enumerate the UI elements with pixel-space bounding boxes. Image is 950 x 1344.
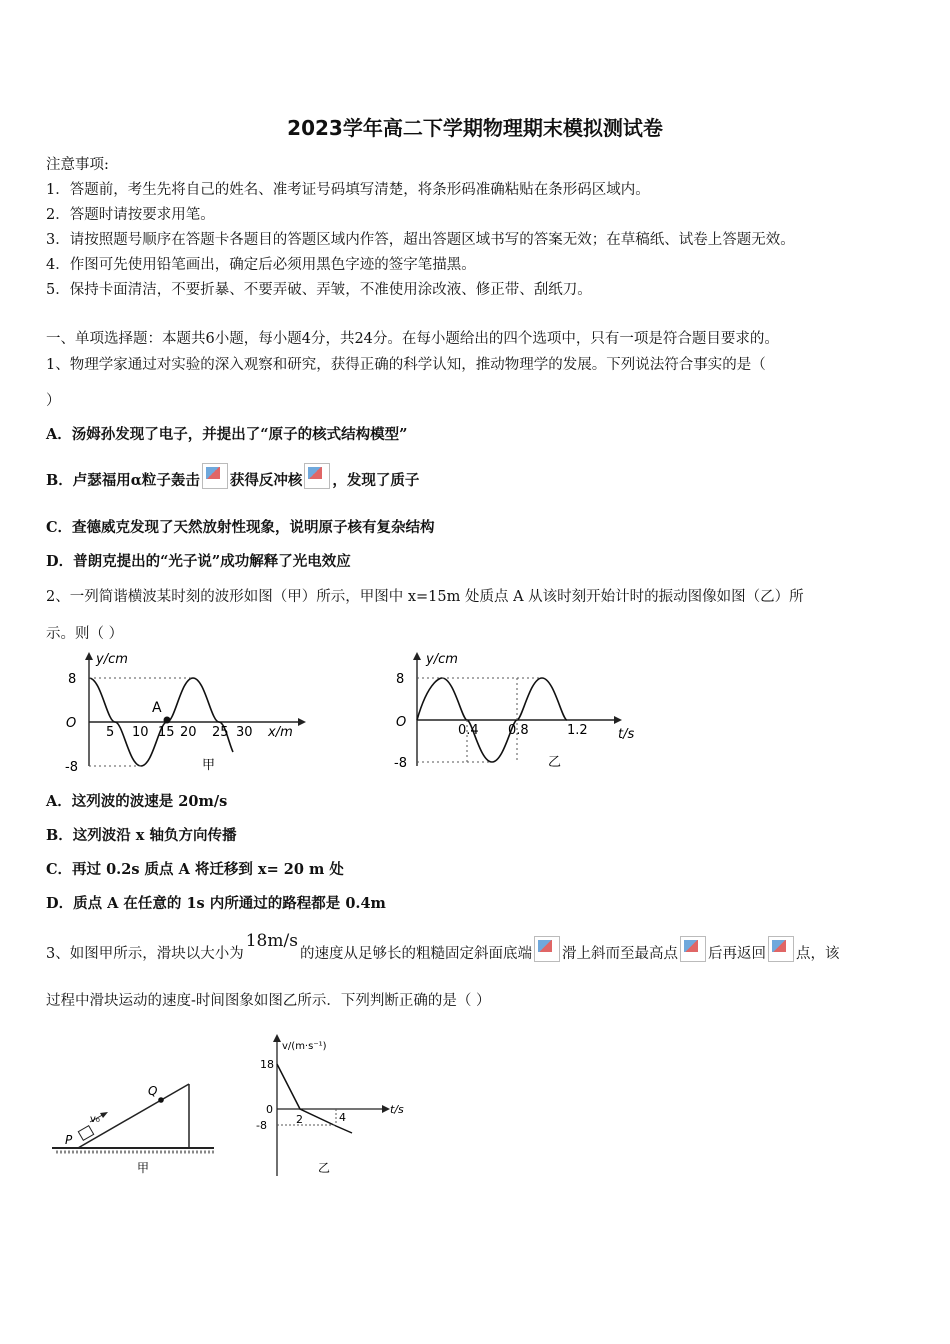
section-heading: 一、单项选择题：本题共6小题，每小题4分，共24分。在每小题给出的四个选项中，只有一项是符合题目要求的。 <box>46 331 779 347</box>
notice-item: 4．作图可先使用铅笔画出，确定后必须用黑色字迹的签字笔描黑。 <box>46 257 476 273</box>
broken-image-icon <box>680 936 706 962</box>
q3-stem-post: 点，该 <box>795 946 840 962</box>
incline-figure-jia <box>44 1062 224 1178</box>
x-tick: 20 <box>180 725 197 740</box>
point-q-label: Q <box>148 1084 158 1098</box>
point-a-marker <box>164 717 171 724</box>
notice-heading: 注意事项: <box>46 157 109 173</box>
t-tick: 2 <box>296 1113 303 1126</box>
broken-image-icon <box>534 936 560 962</box>
axis-x-label: t/s <box>390 1103 404 1116</box>
point-p-label: P <box>65 1133 73 1147</box>
axis-x-label: t/s <box>618 727 635 742</box>
q1-option-b-post: ，发现了质子 <box>332 472 420 489</box>
q3-stem-mid3: 后再返回 <box>707 946 766 962</box>
q1-option-c: C．查德威克发现了天然放射性现象，说明原子核有复杂结构 <box>46 519 435 536</box>
page-title: 2023学年高二下学期物理期末模拟测试卷 <box>287 116 663 140</box>
x-tick: 5 <box>106 725 115 740</box>
t-tick: 4 <box>339 1111 346 1124</box>
wave-figure-jia <box>62 648 322 773</box>
q3-stem-pre: 3、如图甲所示，滑块以大小为 <box>46 946 244 962</box>
tick-ymin: -8 <box>65 760 78 773</box>
tick-ymax: 18 <box>260 1058 274 1071</box>
wave-figure-yi <box>390 648 650 773</box>
tick-ymax: 8 <box>68 672 77 687</box>
q3-stem-mid2: 滑上斜而至最高点 <box>561 946 678 962</box>
axis-x-label: x/m <box>268 725 293 740</box>
axis-y-label: y/cm <box>426 652 458 667</box>
q3-stem-2: 过程中滑块运动的速度-时间图象如图乙所示．下列判断正确的是（ ） <box>46 993 491 1009</box>
q1-option-a: A．汤姆孙发现了电子，并提出了“原子的核式结构模型” <box>46 426 408 443</box>
q1-option-d: D．普朗克提出的“光子说”成功解释了光电效应 <box>46 553 351 570</box>
broken-image-icon <box>768 936 794 962</box>
q1-option-b-pre: B．卢瑟福用α粒子轰击 <box>46 472 200 489</box>
axis-y-label: y/cm <box>96 652 128 667</box>
figure-caption: 乙 <box>548 755 562 770</box>
tick-ymin: -8 <box>256 1119 267 1132</box>
slider-block <box>78 1126 93 1141</box>
q3-stem-mid1: 的速度从足够长的粗糙固定斜面底端 <box>299 946 532 962</box>
v0-label: v₀ <box>90 1114 100 1125</box>
tick-ymax: 8 <box>396 672 405 687</box>
figure-caption: 甲 <box>137 1161 150 1175</box>
q1-option-b <box>46 463 419 490</box>
q2-option-c: C．再过 0.2s 质点 A 将迁移到 x= 20 m 处 <box>46 861 344 878</box>
tick-ymin: -8 <box>394 756 407 771</box>
notice-item: 5．保持卡面清洁，不要折暴、不要弄破、弄皱，不准使用涂改液、修正带、刮纸刀。 <box>46 282 592 298</box>
axis-y-label: v/(m·s⁻¹) <box>282 1041 327 1052</box>
origin-label: O <box>66 716 77 731</box>
broken-image-icon <box>202 463 228 489</box>
point-q-marker <box>158 1097 164 1103</box>
broken-image-icon <box>304 463 330 489</box>
t-tick: 0.8 <box>508 723 529 738</box>
notice-item: 3．请按照题号顺序在答题卡各题目的答题区域内作答，超出答题区域书写的答案无效；在草稿纸、试卷上答题无效。 <box>46 232 795 248</box>
t-tick: 0.4 <box>458 723 479 738</box>
x-tick: 30 <box>236 725 253 740</box>
figure-caption: 乙 <box>318 1161 331 1175</box>
x-tick: 10 <box>132 725 149 740</box>
x-tick: 15 <box>158 725 175 740</box>
q2-stem-end: 示。则（ ） <box>46 626 124 642</box>
notice-item: 1．答题前，考生先将自己的姓名、准考证号码填写清楚，将条形码准确粘贴在条形码区域内。 <box>46 182 650 198</box>
vt-graph-yi <box>250 1030 420 1180</box>
point-a-label: A <box>152 700 162 716</box>
q2-option-a: A．这列波的波速是 20m/s <box>46 793 228 810</box>
q3-stem <box>46 931 840 963</box>
q3-speed: 18m/s <box>245 931 298 951</box>
notice-item: 2．答题时请按要求用笔。 <box>46 207 215 223</box>
q1-stem: 1、物理学家通过对实验的深入观察和研究，获得正确的科学认知，推动物理学的发展。下列说法符合事实的是（ <box>46 357 766 373</box>
origin-label: 0 <box>266 1103 273 1116</box>
t-tick: 1.2 <box>567 723 588 738</box>
origin-label: O <box>396 715 407 730</box>
q2-stem: 2、一列简谐横波某时刻的波形如图（甲）所示，甲图中 x=15m 处质点 A 从该时刻开始计时的振动图像如图（乙）所 <box>46 589 804 605</box>
figure-caption: 甲 <box>202 758 216 773</box>
q2-option-b: B．这列波沿 x 轴负方向传播 <box>46 827 237 844</box>
q1-stem-end: ） <box>46 393 61 409</box>
q2-option-d: D．质点 A 在任意的 1s 内所通过的路程都是 0.4m <box>46 895 386 912</box>
x-tick: 25 <box>212 725 229 740</box>
q1-option-b-mid: 获得反冲核 <box>229 472 303 489</box>
